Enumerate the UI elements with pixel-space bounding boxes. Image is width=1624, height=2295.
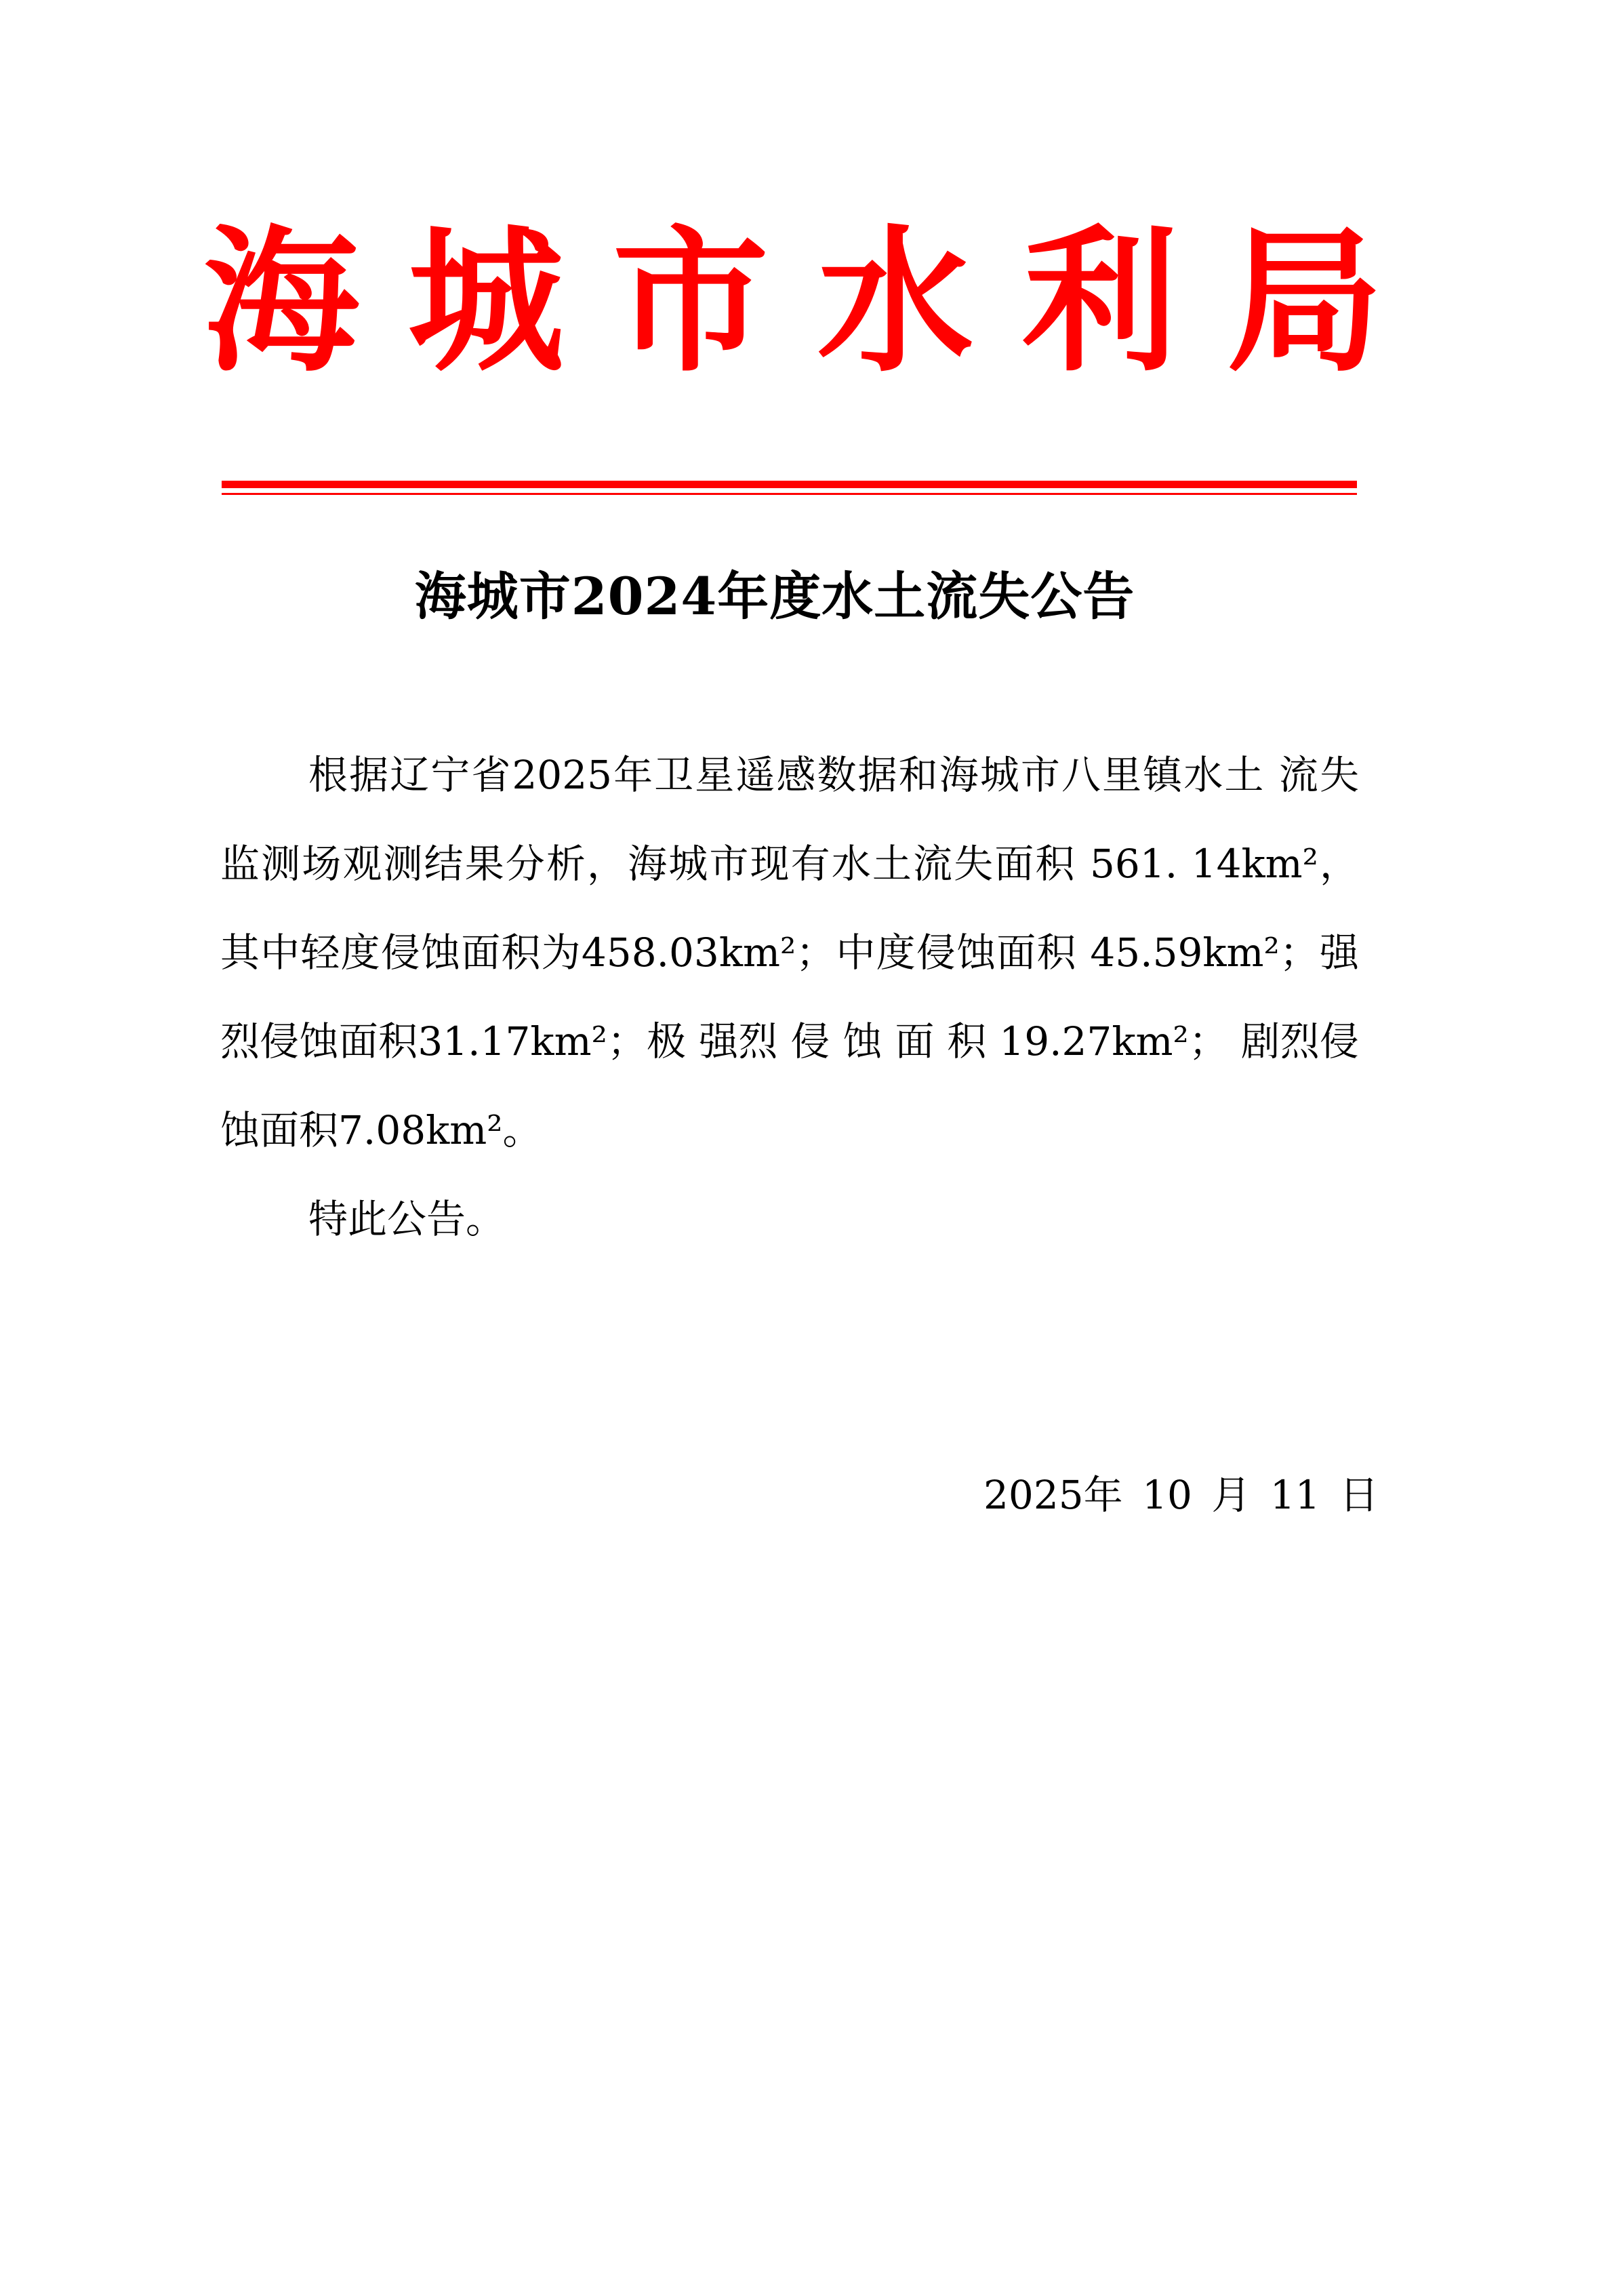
org-name-char-6: 局 xyxy=(1226,210,1383,393)
announcement-body-paragraph: 根据辽宁省2025年卫星遥感数据和海城市八里镇水土 流失监测场观测结果分析，海城市现有水土流失面积 561. 14km²，其中轻度侵蚀面积为458.03km²；中度侵蚀面积 45.59km²；强烈侵蚀面积31.17km²；极 强烈 侵 蚀 面 积 19.27km²； 剧烈侵蚀面积7.08km²。 xyxy=(220,752,1359,1153)
org-name-char-4: 水 xyxy=(817,210,973,393)
org-name-char-5: 利 xyxy=(1021,210,1178,393)
org-name-char-3: 市 xyxy=(612,210,769,393)
header-divider-thin xyxy=(222,493,1357,495)
header-divider-thick xyxy=(222,481,1357,488)
org-name-char-1: 海 xyxy=(203,210,360,393)
issue-date: 2025年 10 月 11 日 xyxy=(983,1472,1379,1518)
document-title: 海城市2024年度水土流失公告 xyxy=(414,566,1135,626)
organization-header xyxy=(203,200,1383,403)
closing-statement: 特此公告。 xyxy=(308,1196,506,1242)
org-name-char-2: 城 xyxy=(407,210,564,393)
